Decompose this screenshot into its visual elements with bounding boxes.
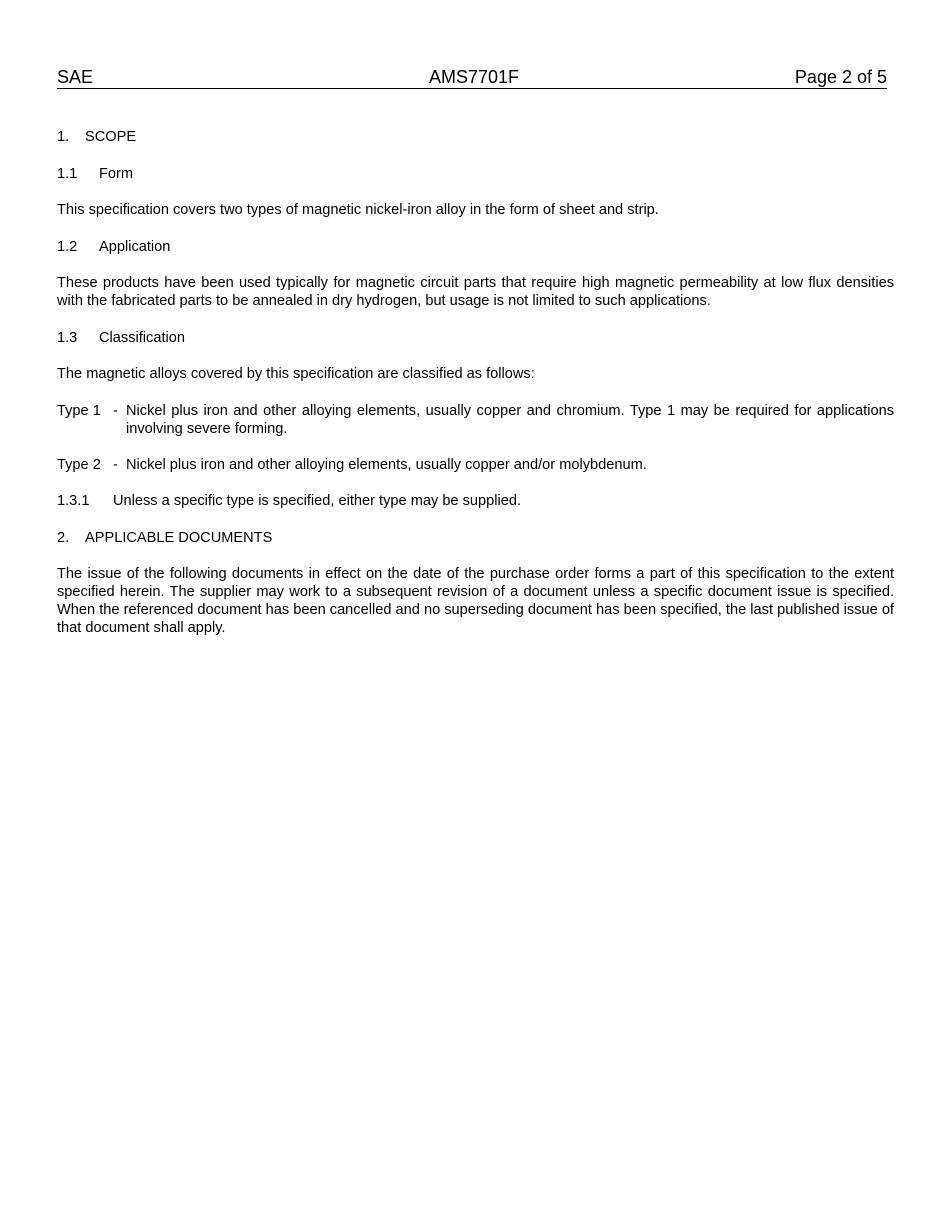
section-number: 1.3 xyxy=(57,330,78,346)
section-heading-scope xyxy=(57,128,894,146)
section-number: 1. xyxy=(57,129,70,145)
type-dash: - xyxy=(113,457,118,473)
section-title: APPLICABLE DOCUMENTS xyxy=(85,530,273,546)
type-1-item xyxy=(57,402,894,438)
section-title: Form xyxy=(99,166,134,182)
section-heading-form xyxy=(57,165,894,183)
section-heading-application xyxy=(57,238,894,256)
section-number: 1.1 xyxy=(57,166,78,182)
type-dash: - xyxy=(113,403,118,419)
subsection-text: Unless a specific type is specified, either type may be supplied. xyxy=(113,493,522,509)
applicable-documents-paragraph: The issue of the following documents in effect on the date of the purchase order forms a part of this specification to the extent specified herein. The supplier may work to a subsequent revision of a document unless a specific document issue is specified. When the referenced document has been cancelled and no superseding document has been specified, the last published issue of that document shall apply. xyxy=(57,566,894,636)
header-document-number: AMS7701F xyxy=(429,67,520,87)
page-header xyxy=(57,67,887,89)
type-description: Nickel plus iron and other alloying elements, usually copper and chromium. Type 1 may be required for applications involving severe forming. xyxy=(126,403,894,437)
section-number: 1.2 xyxy=(57,239,78,255)
section-heading-classification xyxy=(57,329,894,347)
header-page-number: Page 2 of 5 xyxy=(794,67,887,87)
type-label: Type 2 xyxy=(57,457,101,473)
section-number: 1.3.1 xyxy=(57,493,90,509)
type-label: Type 1 xyxy=(57,403,101,419)
type-2-item xyxy=(57,456,894,474)
section-number: 2. xyxy=(57,530,70,546)
section-title: SCOPE xyxy=(85,129,137,145)
header-organization: SAE xyxy=(57,67,94,87)
classification-paragraph: The magnetic alloys covered by this specification are classified as follows: xyxy=(57,366,535,382)
application-paragraph: These products have been used typically for magnetic circuit parts that require high magnetic permeability at low flux densities with the fabricated parts to be annealed in dry hydrogen, but usage is not limited to such applications. xyxy=(57,275,894,309)
form-paragraph: This specification covers two types of magnetic nickel-iron alloy in the form of sheet and strip. xyxy=(57,202,659,218)
section-title: Application xyxy=(99,239,171,255)
section-heading-applicable-documents xyxy=(57,529,894,547)
type-description: Nickel plus iron and other alloying elements, usually copper and/or molybdenum. xyxy=(126,457,647,473)
section-title: Classification xyxy=(99,330,185,346)
subsection-1-3-1 xyxy=(57,492,894,510)
